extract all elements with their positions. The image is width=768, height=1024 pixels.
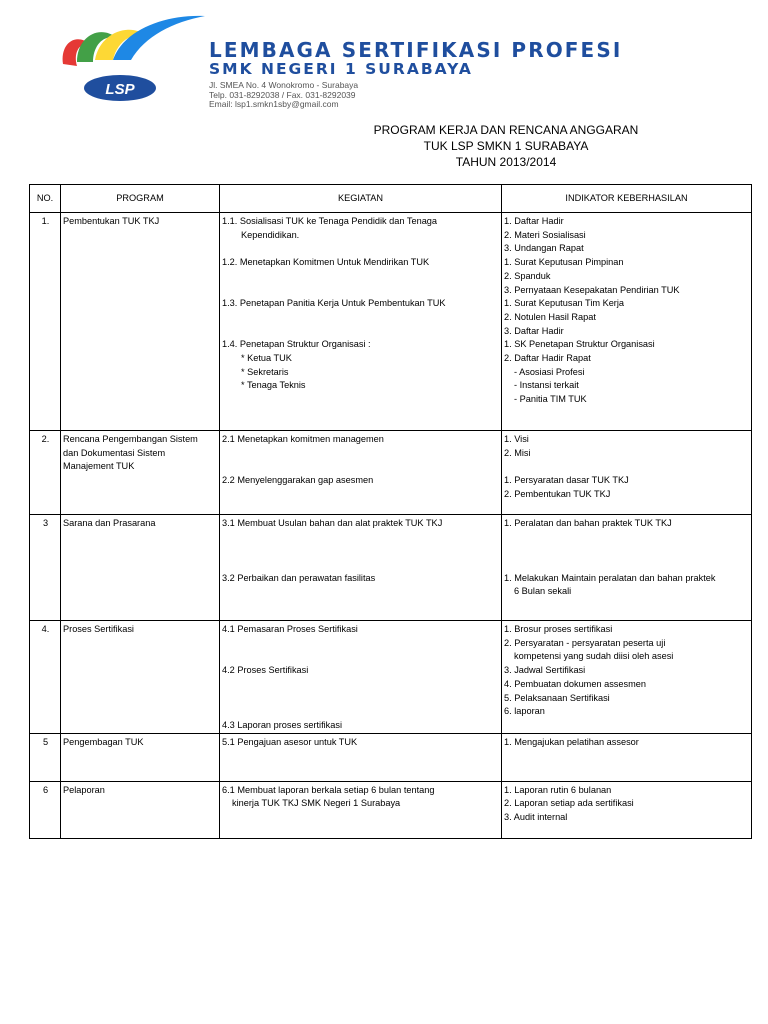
table-row [30, 733, 752, 781]
org-name: LEMBAGA SERTIFIKASI PROFESI [209, 38, 623, 62]
kegiatan-line: 4.2 Proses Sertifikasi [222, 665, 309, 676]
indikator-line: 3. Undangan Rapat [504, 243, 584, 254]
indikator-line: 2. Notulen Hasil Rapat [504, 311, 596, 322]
kegiatan-line: 6.1 Membuat laporan berkala setiap 6 bulan tentang [222, 784, 435, 795]
kegiatan-cell [220, 515, 502, 621]
email-line: Email: lsp1.smkn1sby@gmail.com [209, 99, 339, 109]
program-cell [61, 213, 220, 431]
indikator-cell [502, 515, 752, 621]
indikator-line: 1. Surat Keputusan Pimpinan [504, 257, 624, 268]
table-row [30, 213, 752, 431]
indikator-cell [502, 213, 752, 431]
indikator-line: 1. Laporan rutin 6 bulanan [504, 784, 612, 795]
header-program: PROGRAM [61, 185, 220, 213]
program-line: Rencana Pengembangan Sistem [63, 434, 198, 444]
kegiatan-line [222, 325, 500, 339]
header-kegiatan: KEGIATAN [220, 185, 502, 213]
kegiatan-line: 3.1 Membuat Usulan bahan dan alat praktek TUK TKJ [222, 518, 443, 528]
document-title [290, 122, 722, 170]
kegiatan-line [222, 270, 500, 284]
table-header-row [30, 185, 752, 213]
indikator-line [504, 460, 750, 474]
kegiatan-cell [220, 733, 502, 781]
header-indikator: INDIKATOR KEBERHASILAN [502, 185, 752, 213]
kegiatan-line: Kependidikan. [241, 229, 300, 240]
indikator-line: kompetensi yang sudah diisi oleh asesi [514, 651, 674, 662]
table-row [30, 621, 752, 734]
program-table [29, 184, 752, 839]
row-number: 3 [30, 515, 61, 621]
kegiatan-cell [220, 431, 502, 515]
program-cell [61, 621, 220, 734]
program-line: dan Dokumentasi Sistem [63, 447, 166, 458]
kegiatan-line [222, 558, 500, 572]
indikator-line: 6 Bulan sekali [514, 586, 572, 597]
indikator-line: 3. Pernyataan Kesepakatan Pendirian TUK [504, 284, 680, 295]
program-cell [61, 781, 220, 838]
kegiatan-line: * Tenaga Teknis [241, 380, 306, 391]
kegiatan-line: 2.1 Menetapkan komitmen managemen [222, 434, 384, 444]
header-no: NO. [30, 185, 61, 213]
kegiatan-line: * Sekretaris [241, 366, 289, 377]
kegiatan-cell [220, 621, 502, 734]
indikator-line [504, 531, 750, 545]
kegiatan-line: 5.1 Pengajuan asesor untuk TUK [222, 736, 358, 747]
row-number: 5 [30, 733, 61, 781]
program-line: Manajement TUK [63, 461, 135, 472]
kegiatan-line: 4.3 Laporan proses sertifikasi [222, 719, 343, 730]
indikator-line: 3. Audit internal [504, 811, 568, 822]
row-number: 1. [30, 213, 61, 431]
indikator-line: 3. Daftar Hadir [504, 325, 564, 336]
indikator-cell [502, 621, 752, 734]
table-row [30, 431, 752, 515]
indikator-line: 2. Persyaratan - persyaratan peserta uji [504, 637, 666, 648]
program-line: Sarana dan Prasarana [63, 518, 156, 528]
title-line-1: PROGRAM KERJA DAN RENCANA ANGGARAN [373, 123, 639, 137]
title-line-3: TAHUN 2013/2014 [455, 155, 557, 169]
kegiatan-line: 3.2 Perbaikan dan perawatan fasilitas [222, 572, 376, 583]
program-cell [61, 431, 220, 515]
indikator-line: 4. Pembuatan dokumen assesmen [504, 678, 646, 689]
indikator-line: 6. laporan [504, 706, 545, 717]
program-cell [61, 733, 220, 781]
indikator-line: 1. Surat Keputusan Tim Kerja [504, 298, 625, 309]
org-header [209, 40, 622, 110]
indikator-line: 2. Laporan setiap ada sertifikasi [504, 798, 634, 809]
indikator-line: 1. Peralatan dan bahan praktek TUK TKJ [504, 518, 672, 528]
kegiatan-line [222, 447, 500, 461]
kegiatan-line [222, 650, 500, 664]
indikator-line: 2. Spanduk [504, 270, 551, 281]
indikator-line: 1. Mengajukan pelatihan assesor [504, 736, 639, 747]
program-line: Pengembagan TUK [63, 736, 144, 747]
kegiatan-line [222, 531, 500, 545]
phone-line: Telp. 031-8292038 / Fax. 031-8292039 [209, 89, 356, 100]
kegiatan-line: 1.1. Sosialisasi TUK ke Tenaga Pendidik dan Tenaga [222, 216, 438, 226]
indikator-line: 5. Pelaksanaan Sertifikasi [504, 692, 610, 703]
indikator-line [504, 558, 750, 572]
indikator-line: 1. Daftar Hadir [504, 216, 564, 226]
kegiatan-line [222, 544, 500, 558]
row-number: 4. [30, 621, 61, 734]
indikator-line: 1. Melakukan Maintain peralatan dan bahan praktek [504, 572, 716, 583]
program-line: Proses Sertifikasi [63, 624, 134, 634]
kegiatan-line: 4.1 Pemasaran Proses Sertifikasi [222, 624, 358, 634]
indikator-line: - Panitia TIM TUK [514, 394, 587, 405]
kegiatan-line [222, 637, 500, 651]
kegiatan-line: 1.4. Penetapan Struktur Organisasi : [222, 339, 371, 350]
kegiatan-line: kinerja TUK TKJ SMK Negeri 1 Surabaya [232, 798, 401, 809]
kegiatan-line: * Ketua TUK [241, 352, 292, 363]
indikator-line: 1. Visi [504, 434, 529, 444]
indikator-cell [502, 431, 752, 515]
indikator-line: 2. Misi [504, 447, 531, 458]
table-row [30, 781, 752, 838]
kegiatan-cell [220, 213, 502, 431]
indikator-line: 1. Brosur proses sertifikasi [504, 624, 613, 634]
kegiatan-line: 1.2. Menetapkan Komitmen Untuk Mendirikan TUK [222, 257, 430, 268]
indikator-line: - Instansi terkait [514, 380, 579, 391]
program-line: Pelaporan [63, 784, 105, 795]
kegiatan-line [222, 705, 500, 719]
kegiatan-line: 2.2 Menyelenggarakan gap asesmen [222, 475, 374, 486]
kegiatan-line [222, 311, 500, 325]
indikator-line: 2. Materi Sosialisasi [504, 229, 586, 240]
lsp-logo [55, 14, 205, 104]
program-cell [61, 515, 220, 621]
program-line: Pembentukan TUK TKJ [63, 216, 160, 226]
kegiatan-cell [220, 781, 502, 838]
indikator-line [504, 544, 750, 558]
logo-text: LSP [105, 81, 135, 98]
indikator-line: 1. Persyaratan dasar TUK TKJ [504, 475, 629, 486]
school-name: SMK NEGERI 1 SURABAYA [209, 60, 473, 78]
indikator-cell [502, 733, 752, 781]
indikator-line: 2. Pembentukan TUK TKJ [504, 488, 611, 499]
indikator-line: 2. Daftar Hadir Rapat [504, 353, 591, 364]
indikator-line: 3. Jadwal Sertifikasi [504, 665, 586, 676]
kegiatan-line [222, 460, 500, 474]
address-line: Jl. SMEA No. 4 Wonokromo - Surabaya [209, 80, 359, 90]
table-row [30, 515, 752, 621]
title-line-2: TUK LSP SMKN 1 SURABAYA [423, 139, 589, 153]
indikator-line: 1. SK Penetapan Struktur Organisasi [504, 339, 655, 350]
kegiatan-line [222, 242, 500, 256]
kegiatan-line [222, 283, 500, 297]
kegiatan-line [222, 678, 500, 692]
row-number: 6 [30, 781, 61, 838]
row-number: 2. [30, 431, 61, 515]
indikator-line: - Asosiasi Profesi [514, 366, 585, 377]
indikator-cell [502, 781, 752, 838]
kegiatan-line [222, 691, 500, 705]
kegiatan-line: 1.3. Penetapan Panitia Kerja Untuk Pembentukan TUK [222, 298, 446, 309]
